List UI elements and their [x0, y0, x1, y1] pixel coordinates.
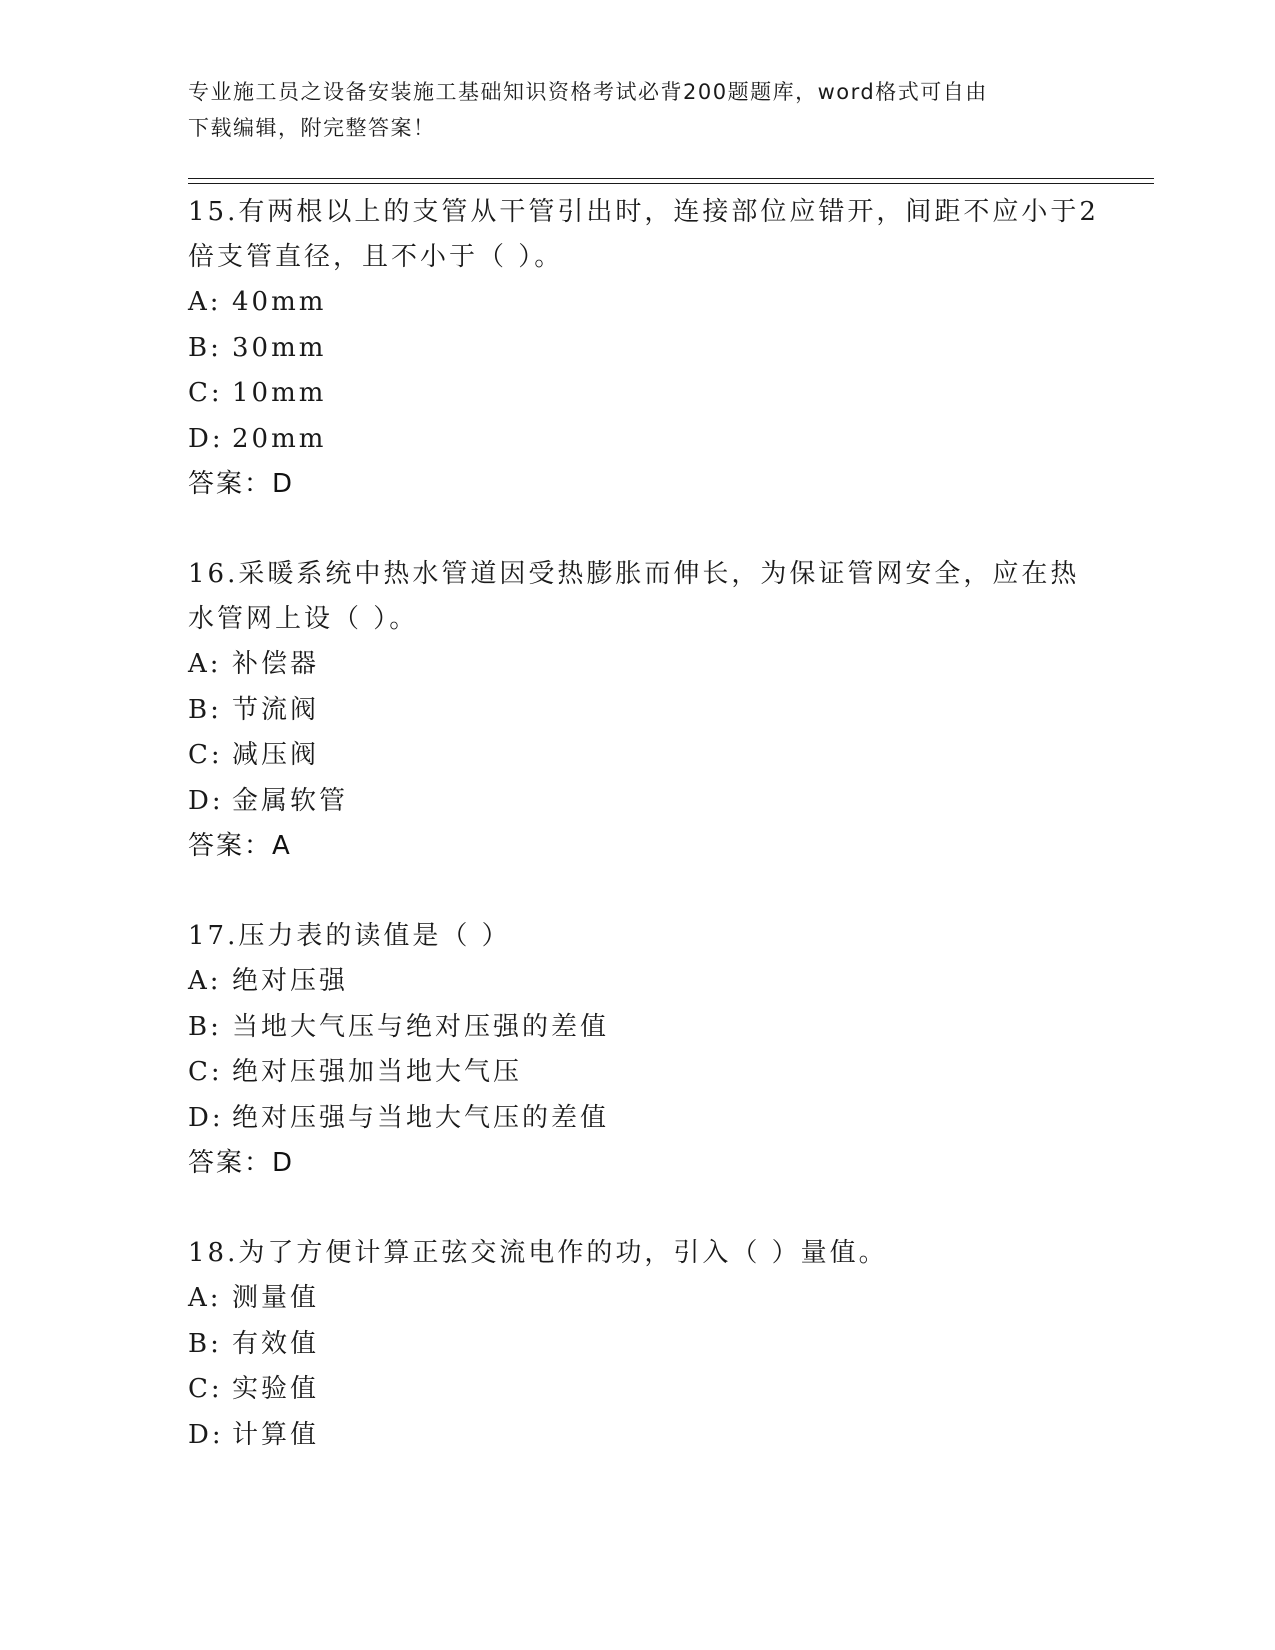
option-a	[188, 1276, 1108, 1322]
option-b	[188, 1005, 1108, 1051]
option-c	[188, 733, 1108, 779]
option-c	[188, 1050, 1108, 1096]
option-d	[188, 1413, 1108, 1459]
question-stem: 15.有两根以上的支管从干管引出时，连接部位应错开，间距不应小于2倍支管直径，且不小于（ ）。	[188, 197, 1099, 272]
option-text: 实验值	[232, 1374, 320, 1404]
option-text: 30mm	[232, 332, 327, 363]
question-16	[188, 552, 1108, 869]
option-text: 金属软管	[232, 785, 349, 816]
document-header	[188, 74, 1088, 146]
option-text: 10mm	[232, 378, 327, 408]
option-letter: A:	[188, 1283, 222, 1313]
option-text: 绝对压强加当地大气压	[232, 1057, 523, 1087]
answer-line: 答案：D	[188, 1148, 295, 1178]
question-list	[188, 190, 1108, 1458]
option-d	[188, 417, 1108, 463]
option-text: 当地大气压与绝对压强的差值	[232, 1011, 610, 1042]
option-letter: C:	[188, 1374, 223, 1404]
answer-line: 答案：D	[188, 469, 295, 499]
option-c	[188, 371, 1108, 417]
option-letter: A:	[188, 966, 222, 996]
option-text: 绝对压强	[232, 966, 349, 996]
option-letter: C:	[188, 740, 223, 770]
option-letter: B:	[188, 332, 222, 363]
header-divider-top	[188, 178, 1154, 179]
question-18	[188, 1231, 1108, 1458]
option-letter: B:	[188, 1011, 222, 1042]
option-letter: D:	[188, 423, 224, 454]
option-a	[188, 280, 1108, 326]
option-text: 节流阀	[232, 694, 320, 725]
question-17	[188, 914, 1108, 1186]
header-divider-bottom	[188, 183, 1154, 184]
option-text: 减压阀	[232, 740, 320, 770]
option-d	[188, 1096, 1108, 1142]
option-letter: A:	[188, 649, 222, 679]
option-a	[188, 959, 1108, 1005]
option-text: 计算值	[232, 1419, 320, 1450]
option-letter: D:	[188, 1102, 224, 1133]
question-stem: 16.采暖系统中热水管道因受热膨胀而伸长，为保证管网安全，应在热水管网上设（ ）。	[188, 559, 1080, 634]
option-letter: A:	[188, 287, 222, 317]
question-15	[188, 190, 1108, 507]
option-d	[188, 779, 1108, 825]
question-stem: 18.为了方便计算正弦交流电作的功，引入（ ）量值。	[188, 1238, 888, 1268]
option-letter: D:	[188, 1419, 224, 1450]
option-text: 20mm	[232, 423, 327, 454]
option-letter: B:	[188, 1328, 222, 1359]
option-text: 绝对压强与当地大气压的差值	[232, 1102, 610, 1133]
option-b	[188, 688, 1108, 734]
option-b	[188, 1322, 1108, 1368]
answer-line: 答案：A	[188, 831, 292, 861]
option-text: 40mm	[232, 287, 327, 317]
question-stem: 17.压力表的读值是（ ）	[188, 921, 511, 951]
option-text: 补偿器	[232, 649, 320, 679]
option-letter: C:	[188, 1057, 223, 1087]
option-text: 测量值	[232, 1283, 320, 1313]
header-line-1: 专业施工员之设备安装施工基础知识资格考试必背200题题库，word格式可自由	[188, 80, 988, 104]
option-letter: D:	[188, 785, 224, 816]
option-text: 有效值	[232, 1328, 320, 1359]
option-c	[188, 1367, 1108, 1413]
option-letter: B:	[188, 694, 222, 725]
option-letter: C:	[188, 378, 223, 408]
option-b	[188, 326, 1108, 372]
header-line-2: 下载编辑，附完整答案！	[188, 116, 436, 140]
option-a	[188, 642, 1108, 688]
